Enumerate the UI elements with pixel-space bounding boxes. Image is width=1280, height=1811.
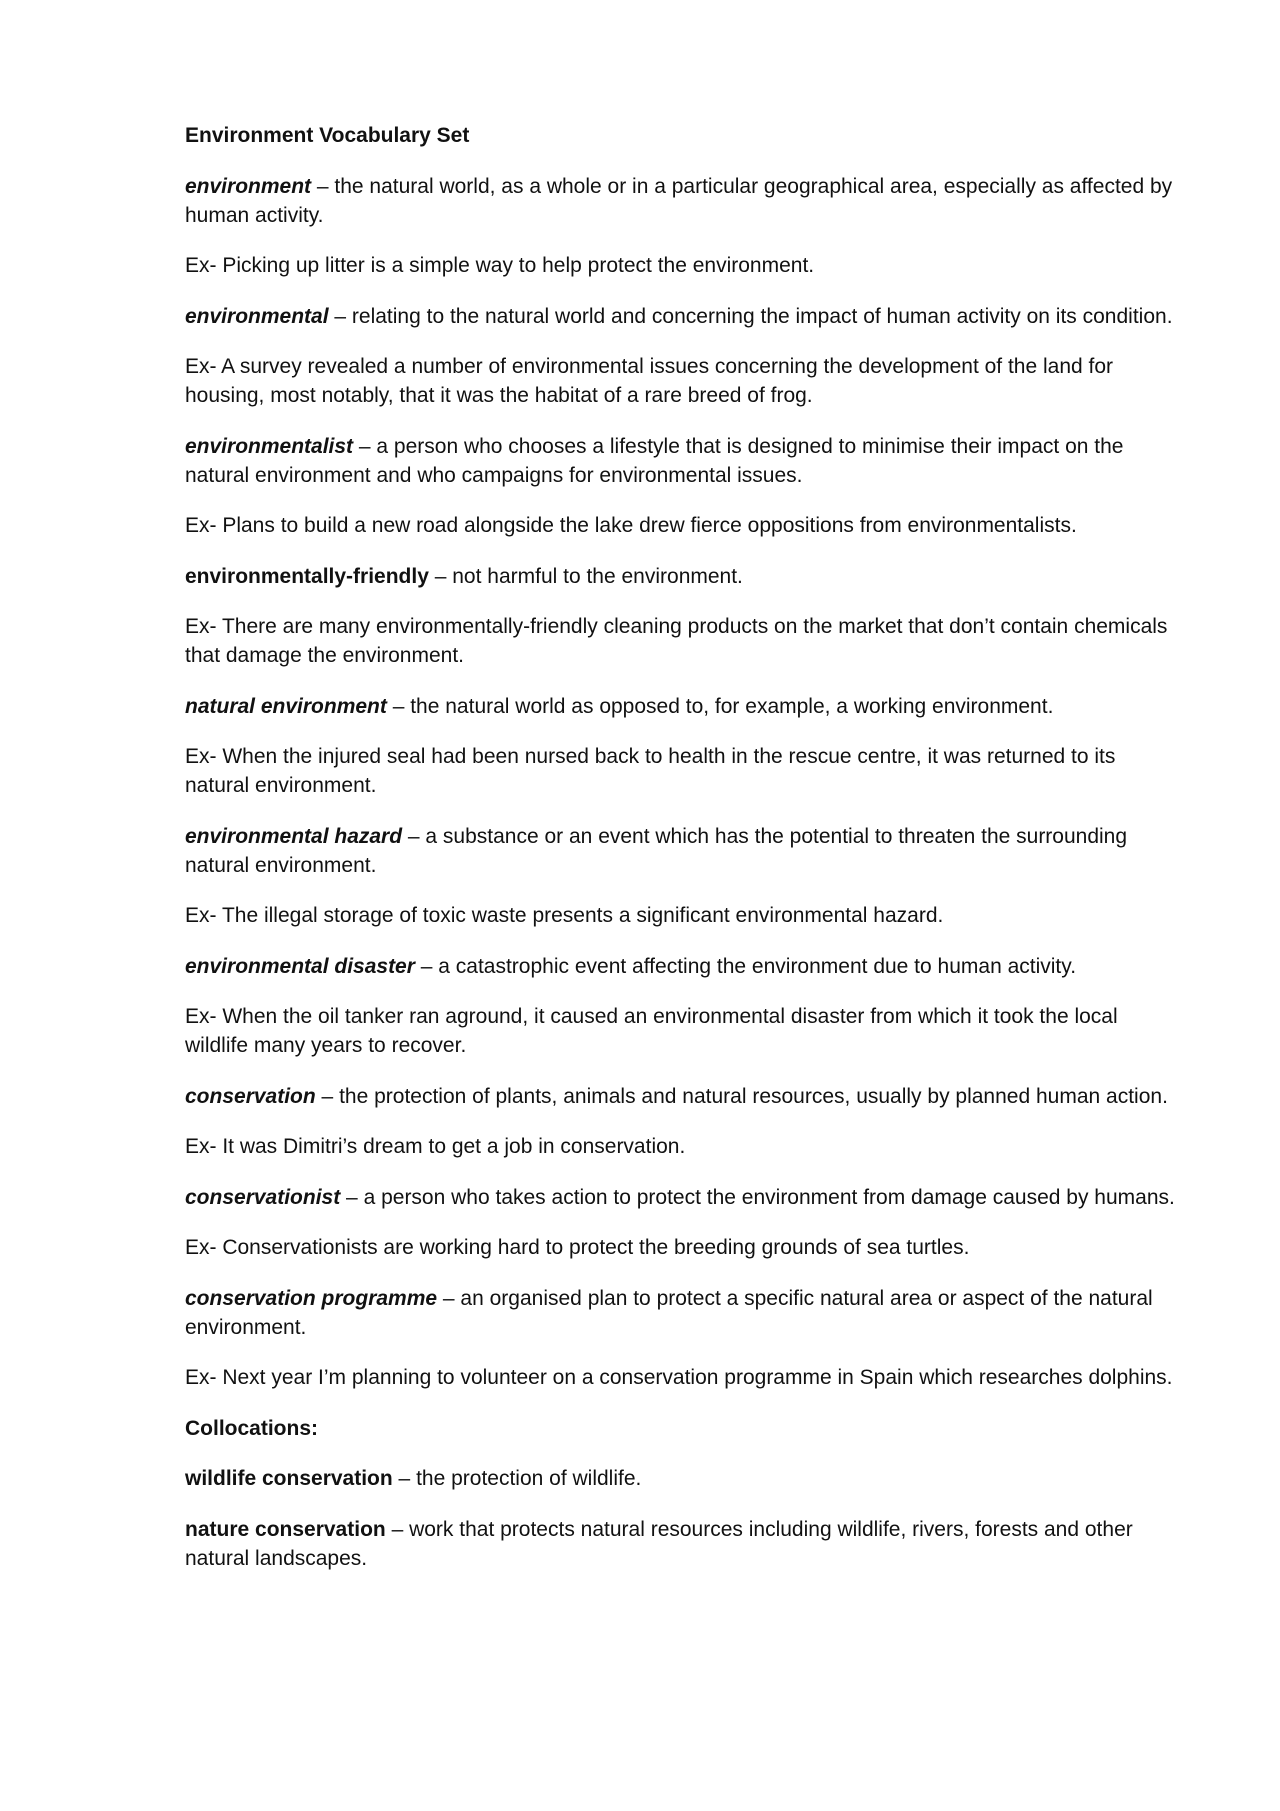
vocab-term: natural environment xyxy=(185,694,387,718)
vocab-example: Ex- There are many environmentally-friendly cleaning products on the market that don’t contain chemicals that damage the environment. xyxy=(185,615,1168,667)
vocab-definition xyxy=(185,1183,1185,1212)
vocab-definition xyxy=(185,952,1185,981)
vocab-example: Ex- Conservationists are working hard to protect the breeding grounds of sea turtles. xyxy=(185,1236,970,1259)
vocab-term: environmentalist xyxy=(185,434,354,458)
vocab-term: environmental xyxy=(185,304,329,328)
vocab-term: conservation programme xyxy=(185,1286,438,1310)
definition-text: – a person who takes action to protect the environment from damage caused by humans. xyxy=(340,1185,1175,1209)
vocab-definition xyxy=(185,692,1185,721)
vocab-example: Ex- A survey revealed a number of environmental issues concerning the development of the land for housing, most notably, that it was the habitat of a rare breed of frog. xyxy=(185,355,1114,407)
vocab-example: Ex- When the oil tanker ran aground, it caused an environmental disaster from which it took the local wildlife many years to recover. xyxy=(185,1005,1118,1057)
definition-text: – not harmful to the environment. xyxy=(428,564,743,588)
vocab-definition xyxy=(185,1284,1185,1342)
vocab-term: environmentally-friendly xyxy=(185,564,429,588)
vocab-example: Ex- Next year I’m planning to volunteer on a conservation programme in Spain which researches dolphins. xyxy=(185,1366,1173,1389)
document-page xyxy=(185,121,1185,1594)
collocations-heading: Collocations: xyxy=(185,1416,319,1440)
vocab-definition xyxy=(185,822,1185,880)
definition-text: – the natural world as opposed to, for example, a working environment. xyxy=(386,694,1054,718)
definition-text: – an organised plan to protect a specific natural area or aspect of the natural environment. xyxy=(185,1286,1153,1339)
definition-text: – a substance or an event which has the potential to threaten the surrounding natural environment. xyxy=(185,824,1128,877)
vocab-definition xyxy=(185,1082,1185,1111)
definition-text: – a catastrophic event affecting the environment due to human activity. xyxy=(414,954,1077,978)
definition-text: – the natural world, as a whole or in a particular geographical area, especially as affected by human activity. xyxy=(185,174,1173,227)
vocab-definition xyxy=(185,172,1185,230)
collocation-term: wildlife conservation xyxy=(185,1467,393,1490)
vocab-definition xyxy=(185,302,1185,331)
vocab-term: conservationist xyxy=(185,1185,341,1209)
definition-text: – relating to the natural world and concerning the impact of human activity on its condition. xyxy=(328,304,1173,328)
vocab-term: environmental disaster xyxy=(185,954,415,978)
document-title: Environment Vocabulary Set xyxy=(185,124,470,147)
vocab-term: environment xyxy=(185,174,312,198)
collocation-term: nature conservation xyxy=(185,1517,386,1541)
vocab-example: Ex- When the injured seal had been nursed back to health in the rescue centre, it was returned to its natural environment. xyxy=(185,745,1116,797)
collocation-definition: – work that protects natural resources including wildlife, rivers, forests and other natural landscapes. xyxy=(185,1517,1133,1570)
vocab-example: Ex- It was Dimitri’s dream to get a job in conservation. xyxy=(185,1135,686,1158)
vocab-term: conservation xyxy=(185,1084,316,1108)
vocab-example: Ex- Plans to build a new road alongside the lake drew fierce oppositions from environmentalists. xyxy=(185,514,1077,537)
vocab-term: environmental hazard xyxy=(185,824,403,848)
definition-text: – the protection of plants, animals and natural resources, usually by planned human action. xyxy=(315,1084,1168,1108)
vocab-example: Ex- The illegal storage of toxic waste presents a significant environmental hazard. xyxy=(185,904,944,927)
collocation-definition: – the protection of wildlife. xyxy=(392,1467,642,1490)
vocab-definition xyxy=(185,432,1185,490)
vocab-example: Ex- Picking up litter is a simple way to help protect the environment. xyxy=(185,254,815,277)
collocation-item xyxy=(185,1464,1185,1493)
vocab-definition xyxy=(185,562,1185,591)
collocation-item xyxy=(185,1515,1185,1573)
definition-text: – a person who chooses a lifestyle that is designed to minimise their impact on the natural environment and who campaigns for environmental issues. xyxy=(185,434,1124,487)
